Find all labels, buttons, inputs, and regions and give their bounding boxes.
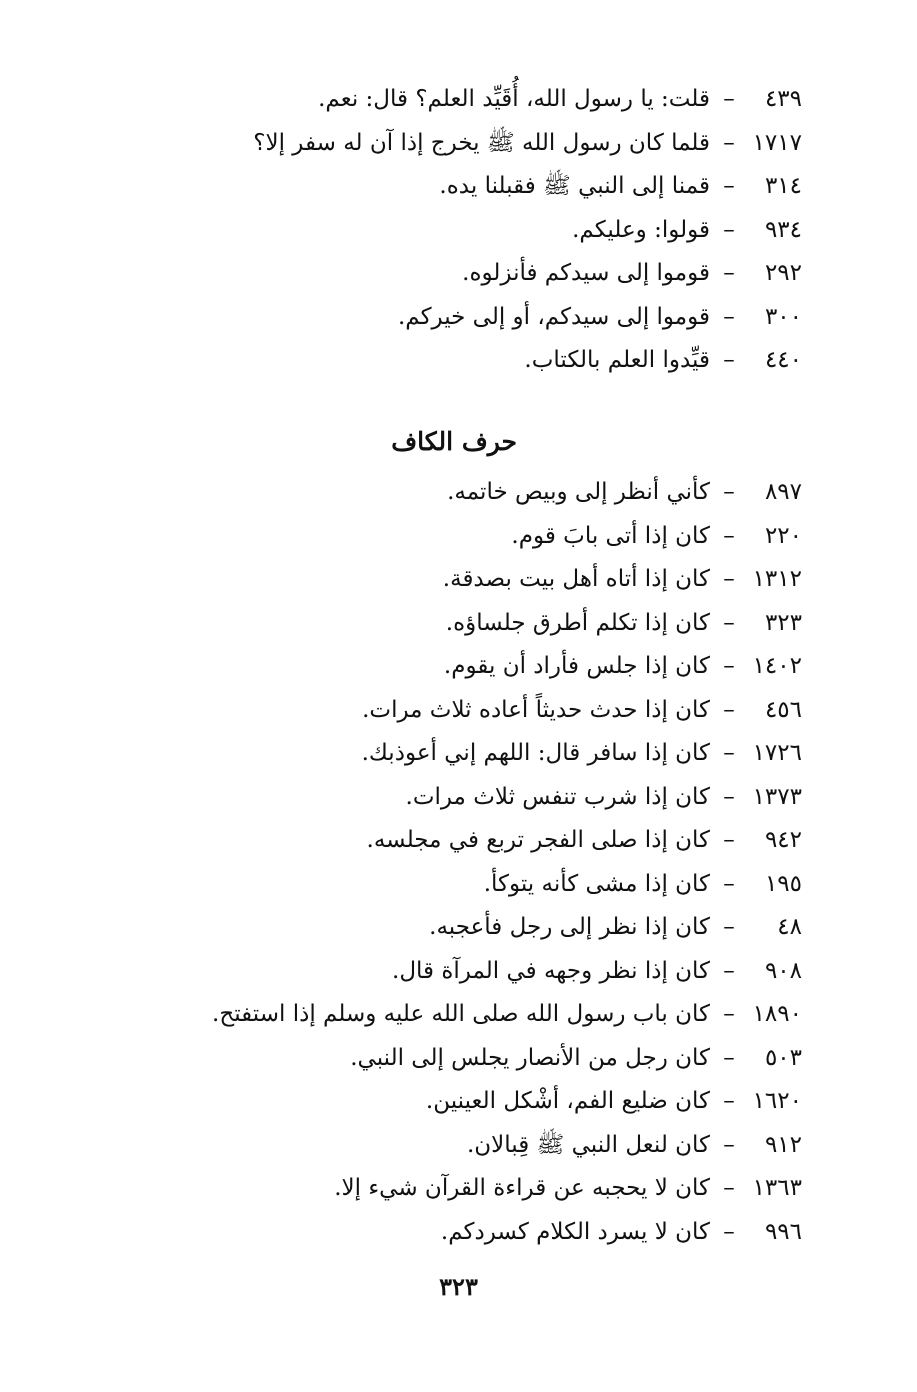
section-heading-kaf: حرف الكاف [391,427,517,456]
entry-dash: – [723,129,735,156]
index-entry [212,993,802,1037]
entry-dash: – [723,303,735,330]
index-entry [212,515,802,559]
entry-number: ١٦٢٠ [752,1088,802,1114]
entry-dash: – [723,347,735,373]
index-entry [212,1211,802,1255]
entry-number: ١٣٦٣ [752,1175,802,1201]
index-entry [212,471,802,515]
entry-text: قيِّدوا العلم بالكتاب. [524,347,710,373]
entry-number: ٤٤٠ [764,347,802,373]
entry-text: كان إذا أتاه أهل بيت بصدقة. [442,566,710,592]
entry-number: ١٨٩٠ [752,1001,802,1027]
entry-text: كأني أنظر إلى وبيص خاتمه. [447,479,710,505]
entry-dash: – [723,653,735,679]
index-entry [212,863,802,907]
entry-number: ٢٢٠ [764,522,802,549]
entry-text: كان إذا حدث حديثاً أعاده ثلاث مرات. [362,696,710,723]
entry-dash: – [723,1218,735,1245]
entry-text: كان لا يسرد الكلام كسردكم. [440,1218,710,1245]
entry-number: ٢٩٢ [764,260,802,286]
entry-number: ١٤٠٢ [752,653,802,679]
index-entry [212,1167,802,1211]
entry-dash: – [723,914,735,940]
entry-text: كان باب رسول الله صلى الله عليه وسلم إذا استفتح. [212,1001,710,1027]
entry-dash: – [723,86,735,112]
index-entry [253,339,802,383]
entry-number: ٩٠٨ [764,957,802,984]
index-entry [212,558,802,602]
entry-text: كان لا يحجبه عن قراءة القرآن شيء إلا. [334,1175,710,1201]
entry-number: ١٩٥ [764,870,802,897]
entry-number: ٣٠٠ [764,303,802,330]
index-entry [253,165,802,209]
entry-dash: – [723,479,735,505]
entry-text: قوموا إلى سيدكم فأنزلوه. [462,260,710,286]
index-entry [212,1037,802,1081]
entry-dash: – [723,696,735,723]
entry-text: قمنا إلى النبي ﷺ فقبلنا يده. [439,173,710,199]
entry-text: كان رجل من الأنصار يجلس إلى النبي. [350,1044,710,1071]
entry-dash: – [723,1175,735,1201]
index-entry [253,122,802,166]
entry-text: قلما كان رسول الله ﷺ يخرج إذا آن له سفر إلا؟ [253,129,710,156]
entry-number: ٣١٤ [764,173,802,199]
index-entry [212,776,802,820]
entry-dash: – [723,1088,735,1114]
index-entry [212,602,802,646]
page-number: ٣٢٣ [439,1272,478,1301]
entry-number: ١٧١٧ [752,129,802,156]
entry-dash: – [723,957,735,984]
entry-text: كان إذا نظر إلى رجل فأعجبه. [429,914,710,940]
entry-number: ١٧٢٦ [752,740,802,766]
index-entry [253,296,802,340]
index-entry [212,819,802,863]
entry-text: كان إذا جلس فأراد أن يقوم. [443,653,710,679]
index-entry [212,1080,802,1124]
index-entry [212,689,802,733]
entry-number: ١٣٧٣ [752,783,802,810]
entry-number: ٩٤٢ [764,827,802,853]
entry-number: ٤٨ [777,914,802,940]
index-entry [212,645,802,689]
entry-text: كان إذا نظر وجهه في المرآة قال. [392,957,710,984]
index-entry [212,1124,802,1168]
entry-text: قولوا: وعليكم. [572,216,710,243]
entry-dash: – [723,1001,735,1027]
entry-number: ٨٩٧ [764,479,802,505]
entry-text: كان إذا أتى بابَ قوم. [511,522,710,549]
entry-number: ٥٠٣ [764,1044,802,1071]
index-section-kaf [212,471,802,1254]
entry-dash: – [723,609,735,636]
entry-number: ٩١٢ [764,1131,802,1158]
index-entry [212,906,802,950]
index-entry [253,252,802,296]
index-entry [253,78,802,122]
entry-dash: – [723,1131,735,1158]
index-entry [212,950,802,994]
entry-dash: – [723,260,735,286]
entry-text: كان لنعل النبي ﷺ قِبالان. [466,1131,710,1158]
index-entry [253,209,802,253]
entry-dash: – [723,827,735,853]
entry-text: كان إذا صلى الفجر تربع في مجلسه. [366,827,710,853]
entry-dash: – [723,566,735,592]
entry-text: كان إذا مشى كأنه يتوكأ. [483,870,710,897]
entry-dash: – [723,173,735,199]
entry-dash: – [723,216,735,243]
entry-text: كان ضليع الفم، أشْكل العينين. [425,1088,710,1114]
entry-dash: – [723,740,735,766]
entry-dash: – [723,522,735,549]
entry-dash: – [723,1044,735,1071]
index-entry [212,732,802,776]
entry-dash: – [723,783,735,810]
entry-number: ٤٣٩ [764,86,802,112]
entry-text: كان إذا شرب تنفس ثلاث مرات. [405,783,710,810]
entry-number: ٩٣٤ [764,216,802,243]
entry-dash: – [723,870,735,897]
entry-number: ٣٢٣ [764,609,802,636]
entry-number: ٩٩٦ [764,1218,802,1245]
entry-text: قلت: يا رسول الله، أُقَيِّد العلم؟ قال: نعم. [318,86,710,112]
entry-number: ٤٥٦ [764,696,802,723]
index-section-qaf [253,78,802,383]
entry-number: ١٣١٢ [752,566,802,592]
entry-text: كان إذا سافر قال: اللهم إني أعوذبك. [361,740,710,766]
entry-text: كان إذا تكلم أطرق جلساؤه. [445,609,710,636]
entry-text: قوموا إلى سيدكم، أو إلى خيركم. [397,303,710,330]
